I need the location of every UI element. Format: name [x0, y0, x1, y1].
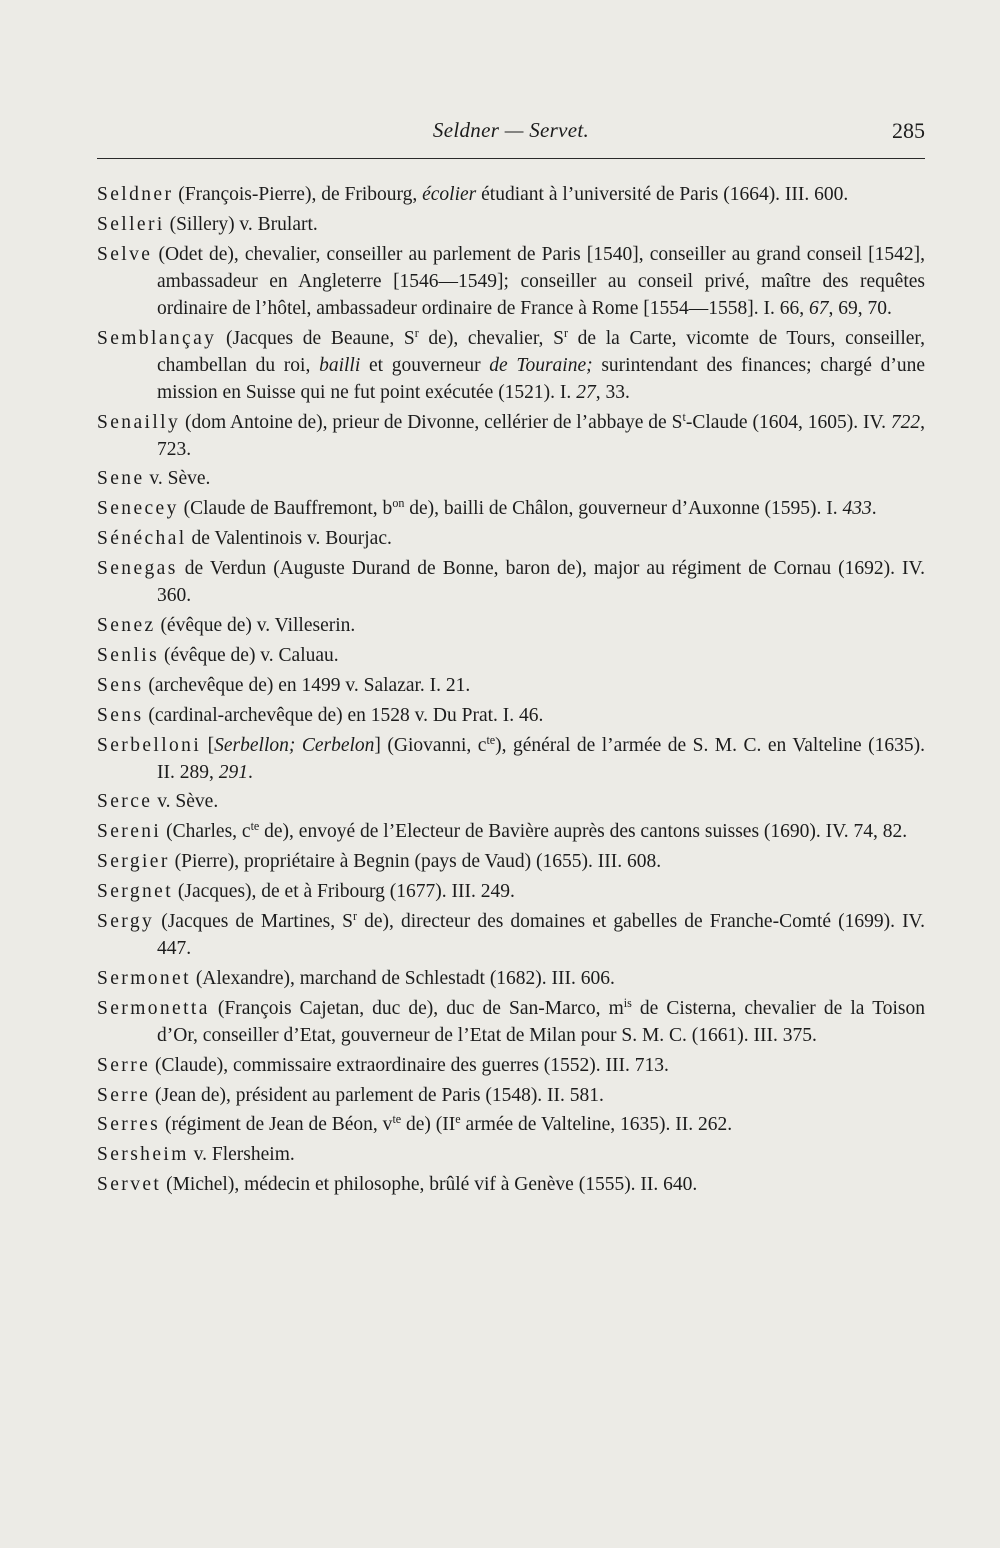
entry-text: (Claude de Bauffremont, b — [178, 498, 393, 520]
entry-headword: Sersheim — [97, 1144, 189, 1166]
index-entry — [97, 1052, 925, 1079]
entry-headword: Selve — [97, 243, 153, 265]
superscript-text: t — [682, 409, 686, 424]
entry-text: (Pierre), propriétaire à Begnin (pays de Vaud) (1655). III. 608. — [169, 851, 662, 873]
index-entry — [97, 525, 925, 552]
superscript-text: r — [563, 325, 568, 340]
entry-text: ] (Giovanni, c — [374, 734, 487, 756]
entry-text: de la Carte, vicomte de Tours, conseiller, chambellan du roi, — [157, 327, 925, 376]
index-entry — [97, 495, 925, 522]
superscript-text: on — [392, 496, 405, 511]
italic-text: 67 — [808, 297, 829, 319]
index-entry — [97, 1171, 925, 1198]
entry-text: , 33. — [595, 381, 630, 403]
entry-headword: Sene — [97, 468, 145, 490]
entry-headword: Sereni — [97, 821, 162, 843]
index-entry — [97, 818, 925, 845]
entry-headword: Senlis — [97, 644, 160, 666]
index-entries — [97, 181, 925, 1201]
entry-text: ), général de l’armée de S. M. C. en Valteline (1635). II. 289, — [157, 734, 925, 783]
index-entry — [97, 1111, 925, 1138]
entry-text: -Claude (1604, 1605). IV. — [685, 411, 891, 433]
entry-headword: Servet — [97, 1174, 162, 1196]
entry-headword: Selleri — [97, 213, 165, 235]
superscript-text: te — [250, 819, 260, 834]
entry-text: (Jacques), de et à Fribourg (1677). III. 249. — [173, 881, 515, 903]
italic-text: 27 — [576, 381, 596, 403]
entry-text: (archevêque de) en 1499 v. Salazar. I. 21. — [143, 674, 471, 696]
index-entry — [97, 241, 925, 322]
entry-text: . — [871, 498, 877, 520]
index-entry — [97, 555, 925, 609]
superscript-text: r — [414, 325, 419, 340]
index-entry — [97, 848, 925, 875]
entry-text: [ — [201, 734, 215, 756]
entry-headword: Sergnet — [97, 881, 174, 903]
italic-text: de Touraine; — [489, 354, 593, 376]
entry-text: (François Cajetan, duc de), duc de San-Marco, m — [209, 997, 624, 1019]
entry-headword: Sermonetta — [97, 997, 210, 1019]
superscript-text: te — [486, 732, 496, 747]
italic-text: 722 — [890, 411, 921, 433]
entry-text: (Sillery) v. Brulart. — [164, 213, 318, 235]
entry-text: (dom Antoine de), prieur de Divonne, cellérier de l’abbaye de S — [180, 411, 683, 433]
index-entry — [97, 612, 925, 639]
entry-text: de Valentinois v. Bourjac. — [186, 528, 392, 550]
entry-text: de Cisterna, chevalier de la Toison d’Or, conseiller d’Etat, gouverneur de l’Etat de Milan pour S. M. C. (1661). III. 375. — [157, 997, 925, 1046]
entry-text: (Odet de), chevalier, conseiller au parlement de Paris [1540], conseiller au grand conseil [1542], ambassadeur en Angleterre [1546—1549]; conseiller au conseil privé, maître des requêtes ordinaire de l’hôtel, ambassadeur ordinaire de France à Rome [1554—1558]. I. 66, — [152, 243, 925, 319]
index-entry — [97, 878, 925, 905]
index-entry — [97, 732, 925, 786]
index-entry — [97, 1082, 925, 1109]
index-entry — [97, 1141, 925, 1168]
entry-text: v. Flersheim. — [188, 1144, 295, 1166]
superscript-text: e — [455, 1112, 461, 1127]
index-entry — [97, 702, 925, 729]
entry-text: (Charles, c — [161, 821, 251, 843]
superscript-text: is — [623, 995, 632, 1010]
entry-headword: Serbelloni — [97, 734, 202, 756]
page-number: 285 — [892, 118, 925, 143]
entry-text: (évêque de) v. Villeserin. — [155, 615, 356, 637]
entry-headword: Semblançay — [97, 327, 217, 349]
index-entry — [97, 672, 925, 699]
entry-headword: Sénéchal — [97, 528, 187, 550]
entry-headword: Sergy — [97, 911, 155, 933]
entry-text: armée de Valteline, 1635). II. 262. — [460, 1114, 733, 1136]
entry-headword: Sens — [97, 704, 144, 726]
index-entry — [97, 642, 925, 669]
entry-text: (Jean de), président au parlement de Paris (1548). II. 581. — [150, 1084, 604, 1106]
entry-text: de) (II — [401, 1114, 456, 1136]
index-entry — [97, 908, 925, 962]
entry-headword: Senailly — [97, 411, 181, 433]
entry-text: v. Sève. — [152, 791, 219, 813]
entry-headword: Serre — [97, 1084, 151, 1106]
entry-text: (régiment de Jean de Béon, v — [160, 1114, 393, 1136]
entry-headword: Senez — [97, 615, 156, 637]
italic-text: écolier — [422, 184, 477, 205]
index-entry — [97, 211, 925, 238]
entry-text: , 723. — [157, 411, 926, 460]
entry-headword: Senegas — [97, 558, 178, 580]
index-entry — [97, 409, 925, 463]
superscript-text: r — [353, 908, 358, 923]
entry-headword: Serce — [97, 791, 153, 813]
italic-text: bailli — [319, 354, 361, 376]
entry-text: (cardinal-archevêque de) en 1528 v. Du Prat. I. 46. — [143, 704, 544, 726]
entry-text: et gouverneur — [360, 354, 490, 376]
superscript-text: te — [392, 1112, 402, 1127]
entry-headword: Senecey — [97, 498, 179, 520]
index-entry — [97, 325, 925, 406]
entry-text: surintendant des finances; chargé d’une mission en Suisse qui ne fut point exécutée (1521). I. — [157, 354, 925, 403]
entry-headword: Sergier — [97, 851, 170, 873]
italic-text: 291 — [218, 761, 248, 783]
entry-text: (Michel), médecin et philosophe, brûlé vif à Genève (1555). II. 640. — [161, 1174, 698, 1196]
entry-headword: Seldner — [97, 184, 174, 205]
index-entry — [97, 995, 925, 1049]
entry-text: (Alexandre), marchand de Schlestadt (1682). III. 606. — [190, 967, 615, 989]
entry-headword: Serres — [97, 1114, 161, 1136]
entry-headword: Serre — [97, 1054, 151, 1076]
entry-headword: Sens — [97, 674, 144, 696]
entry-text: (Jacques de Martines, S — [154, 911, 354, 933]
index-entry — [97, 965, 925, 992]
index-entry — [97, 465, 925, 492]
entry-text: (évêque de) v. Caluau. — [159, 644, 339, 666]
entry-text: (Claude), commissaire extraordinaire des guerres (1552). III. 713. — [150, 1054, 669, 1076]
entry-text: de), chevalier, S — [418, 327, 564, 349]
entry-text: . — [248, 761, 253, 783]
entry-text: étudiant à l’université de Paris (1664). III. 600. — [476, 184, 849, 205]
index-entry — [97, 181, 925, 208]
entry-text: (François-Pierre), de Fribourg, — [173, 184, 423, 205]
page-header — [97, 118, 925, 159]
index-entry — [97, 788, 925, 815]
italic-text: 433 — [842, 498, 872, 520]
entry-text: de), envoyé de l’Electeur de Bavière auprès des cantons suisses (1690). IV. 74, 82. — [259, 821, 908, 843]
entry-text: (Jacques de Beaune, S — [216, 327, 415, 349]
italic-text: Serbellon; Cerbelon — [214, 734, 375, 756]
entry-text: de), bailli de Châlon, gouverneur d’Auxonne (1595). I. — [404, 498, 843, 520]
entry-text: de Verdun (Auguste Durand de Bonne, baron de), major au régiment de Cornau (1692). IV. 360. — [157, 558, 925, 607]
entry-text: , 69, 70. — [828, 297, 892, 319]
entry-headword: Sermonet — [97, 967, 191, 989]
running-title: Seldner — Servet. — [432, 118, 590, 142]
entry-text: de), directeur des domaines et gabelles de Franche-Comté (1699). IV. 447. — [157, 911, 925, 960]
entry-text: v. Sève. — [144, 468, 211, 490]
